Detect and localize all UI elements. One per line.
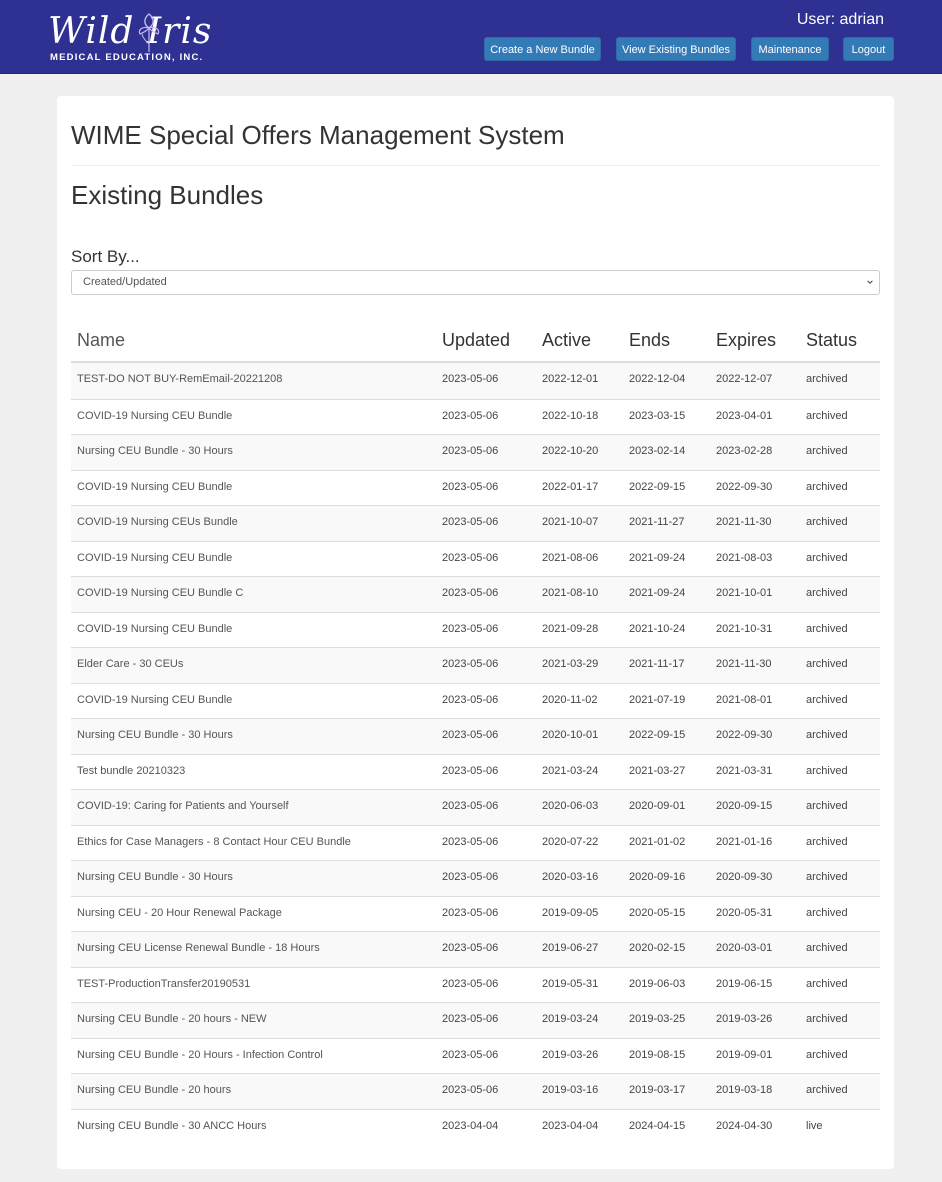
table-row[interactable] bbox=[71, 505, 880, 541]
cell-status: archived bbox=[806, 1084, 848, 1096]
cell-status: archived bbox=[806, 693, 848, 706]
cell-active: 2022-10-18 bbox=[542, 409, 599, 422]
cell-name[interactable]: COVID-19 Nursing CEU Bundle bbox=[77, 693, 233, 706]
logout-button[interactable]: Logout bbox=[843, 37, 894, 61]
cell-name[interactable]: Ethics for Case Managers - 8 Contact Hour CEU Bundle bbox=[77, 835, 351, 848]
cell-status: archived bbox=[806, 658, 848, 670]
cell-ends: 2020-09-01 bbox=[629, 800, 686, 812]
content-panel bbox=[57, 96, 894, 1169]
cell-expires: 2020-09-30 bbox=[716, 871, 773, 883]
table-row[interactable] bbox=[71, 470, 880, 506]
table-row[interactable] bbox=[71, 1073, 880, 1109]
system-title: WIME Special Offers Management System bbox=[71, 120, 565, 150]
cell-active: 2021-08-10 bbox=[542, 587, 599, 599]
table-row[interactable] bbox=[71, 718, 880, 754]
cell-name[interactable]: TEST-ProductionTransfer20190531 bbox=[77, 977, 251, 990]
cell-name[interactable]: Nursing CEU Bundle - 30 Hours bbox=[77, 871, 233, 883]
cell-updated: 2023-05-06 bbox=[442, 1013, 499, 1025]
page-title: Existing Bundles bbox=[71, 180, 264, 210]
cell-expires: 2019-03-26 bbox=[716, 1013, 773, 1025]
cell-expires: 2019-06-15 bbox=[716, 977, 773, 990]
cell-updated: 2023-05-06 bbox=[442, 764, 499, 777]
cell-updated: 2023-05-06 bbox=[442, 871, 499, 883]
cell-updated: 2023-05-06 bbox=[442, 480, 499, 493]
iris-flower-icon bbox=[134, 10, 164, 54]
cell-active: 2022-10-20 bbox=[542, 445, 599, 457]
cell-status: archived bbox=[806, 445, 848, 457]
table-row[interactable] bbox=[71, 789, 880, 825]
view-bundles-button[interactable]: View Existing Bundles bbox=[616, 37, 736, 61]
cell-expires: 2021-11-30 bbox=[716, 516, 772, 528]
cell-expires: 2024-04-30 bbox=[716, 1119, 773, 1132]
sort-by-select[interactable] bbox=[71, 270, 880, 295]
column-header-active[interactable]: Active bbox=[542, 330, 592, 350]
cell-expires: 2021-08-01 bbox=[716, 693, 773, 706]
chevron-down-icon bbox=[867, 279, 873, 285]
cell-ends: 2021-07-19 bbox=[629, 693, 686, 706]
cell-updated: 2023-05-06 bbox=[442, 942, 499, 954]
cell-name[interactable]: Nursing CEU Bundle - 20 hours bbox=[77, 1084, 232, 1096]
cell-active: 2021-03-24 bbox=[542, 764, 599, 777]
cell-expires: 2020-09-15 bbox=[716, 800, 773, 812]
table-row[interactable] bbox=[71, 1109, 880, 1145]
cell-ends: 2022-09-15 bbox=[629, 480, 686, 493]
cell-ends: 2019-03-25 bbox=[629, 1013, 686, 1025]
cell-updated: 2023-05-06 bbox=[442, 977, 499, 990]
cell-ends: 2022-09-15 bbox=[629, 729, 686, 741]
table-row[interactable] bbox=[71, 434, 880, 470]
cell-name[interactable]: COVID-19 Nursing CEU Bundle bbox=[77, 622, 233, 635]
table-row[interactable] bbox=[71, 1038, 880, 1074]
cell-updated: 2023-05-06 bbox=[442, 587, 499, 599]
cell-ends: 2021-11-27 bbox=[629, 516, 685, 528]
cell-ends: 2023-03-15 bbox=[629, 409, 686, 422]
cell-expires: 2021-11-30 bbox=[716, 658, 772, 670]
cell-expires: 2022-09-30 bbox=[716, 480, 773, 493]
cell-ends: 2021-10-24 bbox=[629, 622, 686, 635]
cell-active: 2019-05-31 bbox=[542, 977, 599, 990]
cell-ends: 2022-12-04 bbox=[629, 373, 686, 385]
cell-name[interactable]: COVID-19 Nursing CEU Bundle C bbox=[77, 587, 244, 599]
current-user-label: User: adrian bbox=[796, 11, 884, 28]
table-row[interactable] bbox=[71, 860, 880, 896]
cell-expires: 2023-04-01 bbox=[716, 409, 773, 422]
cell-expires: 2021-03-31 bbox=[716, 764, 773, 777]
cell-status: archived bbox=[806, 622, 848, 635]
cell-status: archived bbox=[806, 551, 848, 564]
column-header-name[interactable]: Name bbox=[77, 330, 126, 350]
cell-name[interactable]: Nursing CEU License Renewal Bundle - 18 Hours bbox=[77, 942, 320, 954]
cell-updated: 2023-05-06 bbox=[442, 835, 499, 848]
cell-status: archived bbox=[806, 1013, 848, 1025]
bundles-table bbox=[71, 324, 880, 1144]
cell-active: 2019-09-05 bbox=[542, 906, 599, 919]
cell-updated: 2023-05-06 bbox=[442, 658, 499, 670]
cell-ends: 2019-06-03 bbox=[629, 977, 686, 990]
cell-status: archived bbox=[806, 942, 848, 954]
cell-ends: 2021-01-02 bbox=[629, 835, 686, 848]
table-row[interactable] bbox=[71, 647, 880, 683]
table-row[interactable] bbox=[71, 399, 880, 435]
cell-ends: 2019-03-17 bbox=[629, 1084, 686, 1096]
cell-status: archived bbox=[806, 373, 848, 385]
logo-subtitle: MEDICAL EDUCATION, INC. bbox=[50, 52, 204, 63]
table-row[interactable] bbox=[71, 754, 880, 790]
cell-name[interactable]: COVID-19 Nursing CEU Bundle bbox=[77, 480, 233, 493]
cell-active: 2021-08-06 bbox=[542, 551, 599, 564]
cell-updated: 2023-05-06 bbox=[442, 906, 499, 919]
cell-expires: 2020-05-31 bbox=[716, 906, 773, 919]
cell-status: archived bbox=[806, 1048, 848, 1061]
logo-script: Wild Iris bbox=[48, 11, 213, 52]
top-navbar bbox=[0, 0, 942, 74]
cell-name[interactable]: Elder Care - 30 CEUs bbox=[77, 658, 184, 670]
cell-expires: 2021-10-01 bbox=[716, 587, 773, 599]
column-header-status[interactable]: Status bbox=[806, 330, 858, 350]
maintenance-button[interactable]: Maintenance bbox=[751, 37, 829, 61]
cell-active: 2019-03-16 bbox=[542, 1084, 599, 1096]
cell-name[interactable]: COVID-19 Nursing CEU Bundle bbox=[77, 409, 233, 422]
cell-active: 2022-12-01 bbox=[542, 373, 599, 385]
table-header bbox=[71, 324, 880, 363]
divider bbox=[71, 165, 880, 166]
cell-active: 2019-06-27 bbox=[542, 942, 599, 954]
cell-name[interactable]: COVID-19: Caring for Patients and Yourself bbox=[77, 800, 289, 812]
cell-active: 2021-09-28 bbox=[542, 622, 599, 635]
cell-active: 2020-10-01 bbox=[542, 729, 599, 741]
cell-ends: 2020-02-15 bbox=[629, 942, 686, 954]
cell-updated: 2023-05-06 bbox=[442, 622, 499, 635]
cell-status: archived bbox=[806, 906, 848, 919]
cell-expires: 2022-09-30 bbox=[716, 729, 773, 741]
cell-ends: 2020-05-15 bbox=[629, 906, 686, 919]
table-row[interactable] bbox=[71, 576, 880, 612]
table-row[interactable] bbox=[71, 967, 880, 1003]
cell-active: 2019-03-26 bbox=[542, 1048, 599, 1061]
cell-name[interactable]: Nursing CEU Bundle - 30 Hours bbox=[77, 445, 233, 457]
cell-updated: 2023-05-06 bbox=[442, 800, 499, 812]
cell-ends: 2021-11-17 bbox=[629, 658, 685, 670]
create-bundle-button[interactable]: Create a New Bundle bbox=[484, 37, 601, 61]
cell-name[interactable]: Nursing CEU Bundle - 20 Hours - Infection Control bbox=[77, 1048, 323, 1061]
table-row[interactable] bbox=[71, 931, 880, 967]
cell-active: 2022-01-17 bbox=[542, 480, 599, 493]
cell-name[interactable]: COVID-19 Nursing CEUs Bundle bbox=[77, 516, 238, 528]
cell-expires: 2019-09-01 bbox=[716, 1048, 773, 1061]
cell-updated: 2023-05-06 bbox=[442, 373, 499, 385]
cell-active: 2021-03-29 bbox=[542, 658, 599, 670]
table-row[interactable] bbox=[71, 825, 880, 861]
cell-status: archived bbox=[806, 480, 848, 493]
table-row[interactable] bbox=[71, 1002, 880, 1038]
cell-ends: 2020-09-16 bbox=[629, 871, 686, 883]
column-header-updated[interactable]: Updated bbox=[442, 330, 511, 350]
cell-active: 2021-10-07 bbox=[542, 516, 599, 528]
cell-updated: 2023-05-06 bbox=[442, 729, 499, 741]
cell-expires: 2020-03-01 bbox=[716, 942, 773, 954]
cell-status: archived bbox=[806, 516, 848, 528]
cell-updated: 2023-04-04 bbox=[442, 1119, 499, 1132]
sort-by-label: Sort By... bbox=[71, 247, 140, 266]
cell-ends: 2023-02-14 bbox=[629, 445, 686, 457]
cell-status: archived bbox=[806, 835, 848, 848]
cell-name[interactable]: Nursing CEU - 20 Hour Renewal Package bbox=[77, 906, 282, 919]
cell-updated: 2023-05-06 bbox=[442, 551, 499, 564]
cell-active: 2019-03-24 bbox=[542, 1013, 599, 1025]
table-row[interactable] bbox=[71, 896, 880, 932]
cell-expires: 2021-10-31 bbox=[716, 622, 773, 635]
sort-selected-value: Created/Updated bbox=[83, 276, 167, 288]
cell-active: 2020-03-16 bbox=[542, 871, 599, 883]
cell-name[interactable]: COVID-19 Nursing CEU Bundle bbox=[77, 551, 233, 564]
column-header-expires[interactable]: Expires bbox=[716, 330, 777, 350]
cell-name[interactable]: Test bundle 20210323 bbox=[77, 764, 186, 777]
cell-expires: 2023-02-28 bbox=[716, 445, 773, 457]
cell-expires: 2021-08-03 bbox=[716, 551, 773, 564]
cell-status: archived bbox=[806, 764, 848, 777]
cell-status: live bbox=[806, 1119, 823, 1132]
cell-updated: 2023-05-06 bbox=[442, 693, 499, 706]
table-row[interactable] bbox=[71, 541, 880, 577]
cell-updated: 2023-05-06 bbox=[442, 445, 499, 457]
cell-ends: 2019-08-15 bbox=[629, 1048, 686, 1061]
cell-ends: 2021-09-24 bbox=[629, 551, 686, 564]
column-header-ends[interactable]: Ends bbox=[629, 330, 671, 350]
cell-ends: 2021-09-24 bbox=[629, 587, 686, 599]
cell-active: 2020-06-03 bbox=[542, 800, 599, 812]
cell-active: 2020-11-02 bbox=[542, 693, 598, 706]
cell-active: 2020-07-22 bbox=[542, 835, 599, 848]
cell-name[interactable]: Nursing CEU Bundle - 30 ANCC Hours bbox=[77, 1119, 267, 1132]
cell-status: archived bbox=[806, 977, 848, 990]
table-row[interactable] bbox=[71, 683, 880, 719]
cell-status: archived bbox=[806, 729, 848, 741]
table-row[interactable] bbox=[71, 612, 880, 648]
table-row[interactable] bbox=[71, 363, 880, 399]
cell-name[interactable]: Nursing CEU Bundle - 30 Hours bbox=[77, 729, 233, 741]
cell-updated: 2023-05-06 bbox=[442, 1084, 499, 1096]
cell-name[interactable]: Nursing CEU Bundle - 20 hours - NEW bbox=[77, 1013, 267, 1025]
wild-iris-logo[interactable] bbox=[48, 10, 218, 66]
cell-status: archived bbox=[806, 800, 848, 812]
cell-expires: 2021-01-16 bbox=[716, 835, 773, 848]
cell-updated: 2023-05-06 bbox=[442, 409, 499, 422]
table-body bbox=[71, 363, 880, 1144]
cell-status: archived bbox=[806, 871, 848, 883]
cell-updated: 2023-05-06 bbox=[442, 516, 499, 528]
cell-expires: 2019-03-18 bbox=[716, 1084, 773, 1096]
cell-expires: 2022-12-07 bbox=[716, 373, 773, 385]
cell-ends: 2021-03-27 bbox=[629, 764, 686, 777]
cell-active: 2023-04-04 bbox=[542, 1119, 599, 1132]
cell-name[interactable]: TEST-DO NOT BUY-RemEmail-20221208 bbox=[77, 373, 283, 385]
cell-ends: 2024-04-15 bbox=[629, 1119, 686, 1132]
cell-status: archived bbox=[806, 409, 848, 422]
cell-updated: 2023-05-06 bbox=[442, 1048, 499, 1061]
cell-status: archived bbox=[806, 587, 848, 599]
